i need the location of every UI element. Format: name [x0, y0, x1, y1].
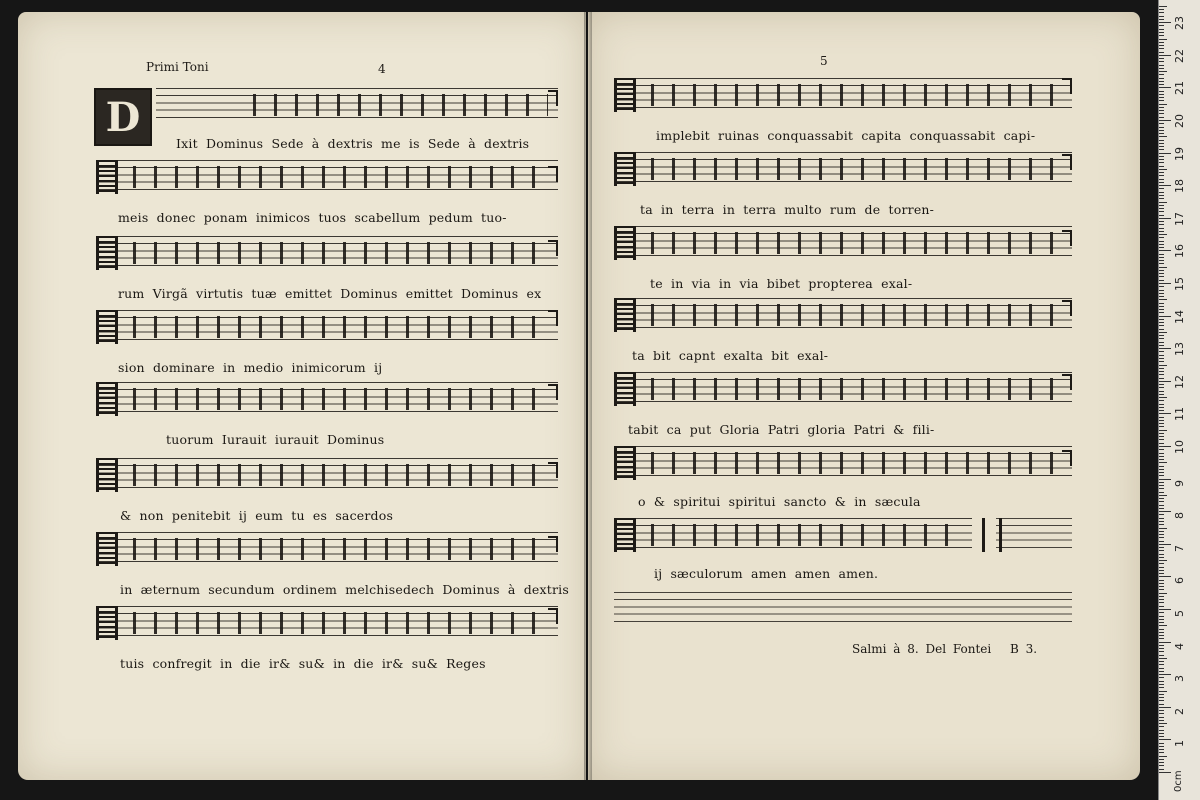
- ruler-tick: [1159, 42, 1164, 43]
- ruler-tick: [1159, 400, 1164, 401]
- ruler-tick: [1159, 524, 1164, 525]
- ruler-tick: [1159, 661, 1164, 662]
- ruler-number: 22: [1173, 48, 1186, 63]
- left-page-number: 4: [378, 62, 386, 76]
- ruler-number: 12: [1173, 374, 1186, 389]
- ruler-tick: [1159, 342, 1164, 343]
- ruler-tick: [1159, 612, 1164, 613]
- ruler-tick: [1159, 655, 1164, 656]
- ruler-tick: [1159, 616, 1164, 617]
- ruler-tick: [1159, 459, 1164, 460]
- decorated-initial: D: [94, 88, 152, 146]
- ruler-tick: [1159, 446, 1171, 447]
- ruler-tick: [1159, 407, 1164, 408]
- ruler-tick: [1159, 472, 1164, 473]
- ruler-tick: [1159, 78, 1164, 79]
- ruler-tick: [1159, 570, 1164, 571]
- ruler-tick: [1159, 9, 1164, 10]
- ruler-tick: [1159, 355, 1164, 356]
- ruler-tick: [1159, 107, 1164, 108]
- ruler-tick: [1159, 127, 1164, 128]
- ruler-tick: [1159, 514, 1164, 515]
- ruler-tick: [1159, 182, 1164, 183]
- ruler-tick: [1159, 622, 1164, 623]
- ruler-tick: [1159, 316, 1171, 317]
- ruler-tick: [1159, 19, 1164, 20]
- ruler-tick: [1159, 518, 1164, 519]
- ruler-tick: [1159, 554, 1164, 555]
- ruler-tick: [1159, 270, 1164, 271]
- ruler-tick: [1159, 371, 1164, 372]
- ruler-number: 9: [1173, 479, 1186, 487]
- ruler-tick: [1159, 175, 1164, 176]
- lyric-line: rum Virgã virtutis tuæ emittet Dominus emittet Dominus ex: [118, 286, 542, 301]
- ruler-tick: [1159, 153, 1171, 154]
- lyric-line: & non penitebit ij eum tu es sacerdos: [120, 508, 394, 523]
- ruler-number: 3: [1173, 675, 1186, 683]
- ruler-tick: [1159, 45, 1164, 46]
- ruler-tick: [1159, 596, 1164, 597]
- ruler-tick: [1159, 417, 1164, 418]
- ruler-tick: [1159, 606, 1164, 607]
- ruler-tick: [1159, 159, 1164, 160]
- measurement-ruler: [1158, 0, 1200, 800]
- ruler-tick: [1159, 694, 1164, 695]
- ruler-tick: [1159, 495, 1167, 496]
- ruler-tick: [1159, 61, 1164, 62]
- ruler-tick: [1159, 759, 1164, 760]
- ruler-tick: [1159, 469, 1164, 470]
- ruler-tick: [1159, 531, 1164, 532]
- ruler-tick: [1159, 528, 1167, 529]
- ruler-tick: [1159, 723, 1167, 724]
- ruler-tick: [1159, 117, 1164, 118]
- ruler-tick: [1159, 394, 1164, 395]
- ruler-tick: [1159, 426, 1164, 427]
- ruler-tick: [1159, 325, 1164, 326]
- ruler-tick: [1159, 276, 1164, 277]
- ruler-tick: [1159, 629, 1164, 630]
- ruler-tick: [1159, 420, 1164, 421]
- ruler-tick: [1159, 211, 1164, 212]
- lyric-line: implebit ruinas conquassabit capita conquassabit capi-: [656, 128, 1036, 143]
- ruler-tick: [1159, 16, 1164, 17]
- ruler-tick: [1159, 482, 1164, 483]
- ruler-tick: [1159, 322, 1164, 323]
- ruler-tick: [1159, 296, 1164, 297]
- ruler-tick: [1159, 765, 1164, 766]
- ruler-tick: [1159, 433, 1164, 434]
- ruler-tick: [1159, 205, 1164, 206]
- ruler-tick: [1159, 113, 1164, 114]
- ruler-tick: [1159, 609, 1171, 610]
- ruler-number: 11: [1173, 407, 1186, 422]
- ruler-tick: [1159, 97, 1164, 98]
- ruler-tick: [1159, 384, 1164, 385]
- ruler-tick: [1159, 368, 1164, 369]
- ruler-number: 1: [1173, 740, 1186, 748]
- ruler-tick: [1159, 684, 1164, 685]
- ruler-number: 7: [1173, 544, 1186, 552]
- ruler-tick: [1159, 602, 1164, 603]
- ruler-tick: [1159, 413, 1171, 414]
- ruler-tick: [1159, 192, 1164, 193]
- ruler-tick: [1159, 293, 1164, 294]
- ruler-tick: [1159, 501, 1164, 502]
- ruler-tick: [1159, 39, 1167, 40]
- ruler-tick: [1159, 453, 1164, 454]
- ruler-tick: [1159, 306, 1164, 307]
- ruler-tick: [1159, 348, 1171, 349]
- ruler-tick: [1159, 511, 1171, 512]
- ruler-tick: [1159, 309, 1164, 310]
- lyric-line: in æternum secundum ordinem melchisedech Dominus à dextris: [120, 582, 569, 597]
- ruler-number: 2: [1173, 707, 1186, 715]
- ruler-tick: [1159, 687, 1164, 688]
- ruler-tick: [1159, 208, 1164, 209]
- empty-staff: [614, 592, 1072, 626]
- ruler-tick: [1159, 172, 1164, 173]
- ruler-tick: [1159, 358, 1164, 359]
- ruler-tick: [1159, 713, 1164, 714]
- ruler-tick: [1159, 361, 1164, 362]
- ruler-tick: [1159, 22, 1171, 23]
- ruler-tick: [1159, 589, 1164, 590]
- ruler-tick: [1159, 104, 1167, 105]
- ruler-number: 23: [1173, 16, 1186, 31]
- ruler-tick: [1159, 691, 1167, 692]
- ruler-tick: [1159, 505, 1164, 506]
- ruler-tick: [1159, 752, 1164, 753]
- ruler-tick: [1159, 436, 1164, 437]
- ruler-tick: [1159, 475, 1164, 476]
- ruler-tick: [1159, 140, 1164, 141]
- ruler-tick: [1159, 250, 1171, 251]
- ruler-number: 5: [1173, 610, 1186, 617]
- ruler-tick: [1159, 710, 1164, 711]
- ruler-tick: [1159, 456, 1164, 457]
- ruler-tick: [1159, 149, 1164, 150]
- ruler-tick: [1159, 485, 1164, 486]
- ruler-tick: [1159, 651, 1164, 652]
- ruler-tick: [1159, 257, 1164, 258]
- ruler-tick: [1159, 677, 1164, 678]
- ruler-tick: [1159, 521, 1164, 522]
- ruler-tick: [1159, 619, 1164, 620]
- ruler-tick: [1159, 136, 1167, 137]
- ruler-tick: [1159, 329, 1164, 330]
- ruler-tick: [1159, 280, 1164, 281]
- ruler-tick: [1159, 130, 1164, 131]
- ruler-tick: [1159, 704, 1164, 705]
- ruler-tick: [1159, 739, 1171, 740]
- ruler-tick: [1159, 120, 1171, 121]
- ruler-tick: [1159, 345, 1164, 346]
- ruler-tick: [1159, 664, 1164, 665]
- ruler-tick: [1159, 25, 1164, 26]
- ruler-tick: [1159, 55, 1171, 56]
- ruler-tick: [1159, 74, 1164, 75]
- ruler-tick: [1159, 338, 1164, 339]
- lyric-line: ij sæculorum amen amen amen.: [654, 566, 879, 581]
- ruler-tick: [1159, 29, 1164, 30]
- ruler-tick: [1159, 65, 1164, 66]
- ruler-tick: [1159, 169, 1167, 170]
- ruler-tick: [1159, 237, 1164, 238]
- ruler-tick: [1159, 534, 1164, 535]
- ruler-tick: [1159, 593, 1167, 594]
- ruler-number: 14: [1173, 309, 1186, 324]
- ruler-tick: [1159, 94, 1164, 95]
- lyric-line: te in via in via bibet propterea exal-: [650, 276, 913, 291]
- lyric-line: o & spiritui spiritui sancto & in sæcula: [638, 494, 921, 509]
- ruler-tick: [1159, 100, 1164, 101]
- ruler-number: 15: [1173, 277, 1186, 291]
- ruler-tick: [1159, 335, 1164, 336]
- ruler-number: 17: [1173, 211, 1186, 226]
- ruler-tick: [1159, 586, 1164, 587]
- ruler-tick: [1159, 638, 1164, 639]
- ruler-tick: [1159, 273, 1164, 274]
- ruler-tick: [1159, 635, 1164, 636]
- ruler-number: 4: [1173, 642, 1186, 650]
- ruler-tick: [1159, 537, 1164, 538]
- ruler-tick: [1159, 449, 1164, 450]
- ruler-tick: [1159, 290, 1164, 291]
- ruler-tick: [1159, 423, 1164, 424]
- ruler-tick: [1159, 439, 1164, 440]
- ruler-number: 16: [1173, 244, 1186, 259]
- ruler-tick: [1159, 508, 1164, 509]
- ruler-tick: [1159, 492, 1164, 493]
- ruler-tick: [1159, 166, 1164, 167]
- ruler-tick: [1159, 241, 1164, 242]
- ruler-tick: [1159, 228, 1164, 229]
- ruler-tick: [1159, 188, 1164, 189]
- lyric-line: ta in terra in terra multo rum de torren-: [640, 202, 935, 217]
- ruler-tick: [1159, 488, 1164, 489]
- ruler-tick: [1159, 198, 1164, 199]
- ruler-tick: [1159, 700, 1164, 701]
- ruler-tick: [1159, 541, 1164, 542]
- ruler-tick: [1159, 772, 1171, 773]
- ruler-tick: [1159, 81, 1164, 82]
- lyric-line: tabit ca put Gloria Patri gloria Patri & fili-: [628, 422, 935, 437]
- ruler-tick: [1159, 681, 1164, 682]
- ruler-tick: [1159, 84, 1164, 85]
- ruler-tick: [1159, 215, 1164, 216]
- right-page-number: 5: [820, 54, 828, 68]
- ruler-tick: [1159, 378, 1164, 379]
- ruler-tick: [1159, 430, 1167, 431]
- signature-mark: B 3.: [1010, 642, 1038, 656]
- ruler-number: 6: [1173, 577, 1186, 585]
- ruler-tick: [1159, 642, 1171, 643]
- ruler-tick: [1159, 35, 1164, 36]
- ruler-tick: [1159, 648, 1164, 649]
- ruler-tick: [1159, 254, 1164, 255]
- ruler-tick: [1159, 697, 1164, 698]
- ruler-tick: [1159, 746, 1164, 747]
- ruler-tick: [1159, 202, 1167, 203]
- ruler-tick: [1159, 479, 1171, 480]
- ruler-tick: [1159, 563, 1164, 564]
- ruler-tick: [1159, 583, 1164, 584]
- page-footer: Salmi à 8. Del Fontei: [852, 642, 992, 656]
- ruler-tick: [1159, 632, 1164, 633]
- empty-staff: [996, 518, 1072, 552]
- ruler-tick: [1159, 625, 1167, 626]
- ruler-tick: [1159, 312, 1164, 313]
- ruler-tick: [1159, 547, 1164, 548]
- ruler-tick: [1159, 179, 1164, 180]
- ruler-tick: [1159, 645, 1164, 646]
- ruler-tick: [1159, 351, 1164, 352]
- ruler-tick: [1159, 283, 1171, 284]
- ruler-tick: [1159, 397, 1167, 398]
- ruler-tick: [1159, 550, 1164, 551]
- ruler-tick: [1159, 12, 1164, 13]
- ruler-tick: [1159, 71, 1167, 72]
- ruler-number: 19: [1173, 146, 1186, 161]
- ruler-tick: [1159, 599, 1164, 600]
- ruler-tick: [1159, 110, 1164, 111]
- ruler-tick: [1159, 391, 1164, 392]
- ruler-tick: [1159, 185, 1171, 186]
- ruler-tick: [1159, 668, 1164, 669]
- ruler-tick: [1159, 466, 1164, 467]
- ruler-tick: [1159, 443, 1164, 444]
- lyric-line: meis donec ponam inimicos tuos scabellum pedum tuo-: [118, 210, 507, 225]
- ruler-tick: [1159, 560, 1167, 561]
- ruler-tick: [1159, 707, 1171, 708]
- lyric-line: sion dominare in medio inimicorum ij: [118, 360, 383, 375]
- ruler-tick: [1159, 48, 1164, 49]
- running-title: Primi Toni: [146, 60, 209, 74]
- ruler-tick: [1159, 332, 1167, 333]
- ruler-tick: [1159, 743, 1164, 744]
- ruler-tick: [1159, 231, 1164, 232]
- ruler-tick: [1159, 156, 1164, 157]
- ruler-tick: [1159, 769, 1164, 770]
- ruler-tick: [1159, 717, 1164, 718]
- ruler-tick: [1159, 658, 1167, 659]
- ruler-tick: [1159, 365, 1167, 366]
- ruler-tick: [1159, 123, 1164, 124]
- ruler-tick: [1159, 286, 1164, 287]
- ruler-tick: [1159, 146, 1164, 147]
- ruler-tick: [1159, 162, 1164, 163]
- ruler-tick: [1159, 52, 1164, 53]
- ruler-tick: [1159, 221, 1164, 222]
- ruler-tick: [1159, 756, 1167, 757]
- ruler-number: 21: [1173, 81, 1186, 96]
- ruler-number: 10: [1173, 440, 1186, 454]
- ruler-tick: [1159, 68, 1164, 69]
- ruler-tick: [1159, 462, 1167, 463]
- ruler-tick: [1159, 218, 1171, 219]
- ruler-tick: [1159, 573, 1164, 574]
- ruler-tick: [1159, 736, 1164, 737]
- ruler-tick: [1159, 726, 1164, 727]
- ruler-tick: [1159, 374, 1164, 375]
- ruler-tick: [1159, 303, 1164, 304]
- ruler-tick: [1159, 91, 1164, 92]
- ruler-tick: [1159, 267, 1167, 268]
- ruler-tick: [1159, 567, 1164, 568]
- ruler-tick: [1159, 498, 1164, 499]
- lyric-line: tuis confregit in die ir& su& in die ir& su& Reges: [120, 656, 486, 671]
- ruler-tick: [1159, 749, 1164, 750]
- ruler-number: 20: [1173, 114, 1186, 128]
- ruler-tick: [1159, 263, 1164, 264]
- ruler-tick: [1159, 576, 1171, 577]
- ruler-number: 18: [1173, 179, 1186, 194]
- ruler-number: 8: [1173, 512, 1186, 520]
- ruler-tick: [1159, 544, 1171, 545]
- ruler-tick: [1159, 381, 1171, 382]
- ruler-tick: [1159, 404, 1164, 405]
- ruler-tick: [1159, 260, 1164, 261]
- lyric-line: ta bit capnt exalta bit exal-: [632, 348, 829, 363]
- lyric-line: Ixit Dominus Sede à dextris me is Sede à dextris: [176, 136, 530, 151]
- ruler-tick: [1159, 32, 1164, 33]
- ruler-tick: [1159, 674, 1171, 675]
- ruler-tick: [1159, 133, 1164, 134]
- ruler-tick: [1159, 234, 1167, 235]
- ruler-tick: [1159, 224, 1164, 225]
- ruler-tick: [1159, 762, 1164, 763]
- ruler-tick: [1159, 58, 1164, 59]
- lyric-line: tuorum Iurauit iurauit Dominus: [166, 432, 385, 447]
- ruler-tick: [1159, 143, 1164, 144]
- ruler-tick: [1159, 87, 1171, 88]
- ruler-tick: [1159, 580, 1164, 581]
- ruler-tick: [1159, 730, 1164, 731]
- ruler-tick: [1159, 6, 1167, 7]
- ruler-tick: [1159, 319, 1164, 320]
- ruler-tick: [1159, 299, 1167, 300]
- ruler-tick: [1159, 247, 1164, 248]
- ruler-tick: [1159, 244, 1164, 245]
- ruler-tick: [1159, 733, 1164, 734]
- ruler-unit-label: 0cm: [1173, 770, 1184, 792]
- ruler-tick: [1159, 671, 1164, 672]
- ruler-tick: [1159, 410, 1164, 411]
- ruler-number: 13: [1173, 342, 1186, 357]
- ruler-tick: [1159, 720, 1164, 721]
- ruler-tick: [1159, 557, 1164, 558]
- ruler-tick: [1159, 195, 1164, 196]
- ruler-tick: [1159, 387, 1164, 388]
